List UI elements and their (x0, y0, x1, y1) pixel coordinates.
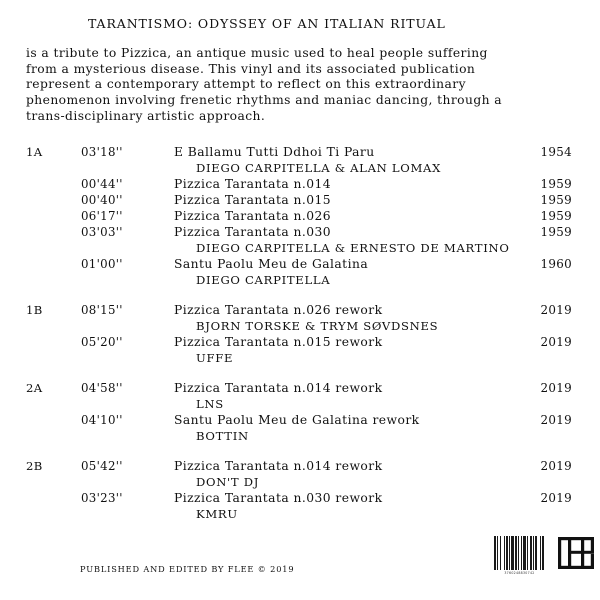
track-title: Pizzica Tarantata n.014 rework (174, 459, 383, 473)
track-title: Pizzica Tarantata n.030 rework (174, 491, 383, 505)
side-label: 1A (26, 145, 43, 159)
track-duration: 00'44'' (81, 177, 123, 191)
track-artist: LNS (196, 397, 224, 411)
track-title: Santu Paolu Meu de Galatina (174, 257, 369, 271)
track-credit-row (0, 507, 600, 523)
barcode-bar (544, 536, 545, 570)
track-credit-row (0, 319, 600, 335)
track-title: Pizzica Tarantata n.014 rework (174, 381, 383, 395)
track-row[interactable] (0, 225, 600, 241)
track-artist: DIEGO CARPITELLA & ALAN LOMAX (196, 161, 442, 175)
side-label: 2A (26, 381, 43, 395)
intro-line: trans-disciplinary artistic approach. (26, 108, 266, 123)
side-label: 1B (26, 303, 43, 317)
track-title: Pizzica Tarantata n.026 (174, 209, 332, 223)
track-duration: 08'15'' (81, 303, 123, 317)
track-year: 2019 (540, 459, 572, 473)
track-title: Santu Paolu Meu de Galatina rework (174, 413, 420, 427)
footer-credit: PUBLISHED AND EDITED BY FLEE © 2019 (80, 564, 295, 574)
track-artist: BOTTIN (196, 429, 249, 443)
track-row[interactable] (0, 209, 600, 225)
track-credit-row (0, 351, 600, 367)
track-year: 2019 (540, 413, 572, 427)
intro-line: represent a contemporary attempt to reflect on this extraordinary (26, 77, 466, 92)
track-title: Pizzica Tarantata n.015 rework (174, 335, 383, 349)
side-block-2a (0, 381, 600, 445)
track-title: Pizzica Tarantata n.015 (174, 193, 332, 207)
barcode-bars (494, 536, 545, 570)
track-year: 1959 (540, 193, 572, 207)
track-duration: 04'58'' (81, 381, 123, 395)
track-credit-row (0, 161, 600, 177)
side-label: 2B (26, 459, 43, 473)
track-credit-row (0, 429, 600, 445)
footer-marks (494, 536, 595, 575)
track-year: 1959 (540, 225, 572, 239)
track-credit-row (0, 397, 600, 413)
track-row[interactable] (0, 335, 600, 351)
page-title: TARANTISMO: ODYSSEY OF AN ITALIAN RITUAL (88, 16, 446, 31)
track-duration: 03'23'' (81, 491, 123, 505)
track-row[interactable] (0, 257, 600, 273)
track-year: 1960 (540, 257, 572, 271)
track-row[interactable] (0, 303, 600, 319)
track-row[interactable] (0, 491, 600, 507)
track-row[interactable] (0, 177, 600, 193)
track-title: Pizzica Tarantata n.014 (174, 177, 332, 191)
track-year: 1954 (540, 145, 572, 159)
track-duration: 05'20'' (81, 335, 123, 349)
track-credit-row (0, 273, 600, 289)
track-year: 1959 (540, 209, 572, 223)
track-title: E Ballamu Tutti Ddhoi Ti Paru (174, 145, 375, 159)
track-year: 1959 (540, 177, 572, 191)
tracklist (0, 145, 600, 523)
track-title: Pizzica Tarantata n.030 (174, 225, 332, 239)
track-duration: 03'18'' (81, 145, 123, 159)
track-year: 2019 (540, 335, 572, 349)
track-duration: 05'42'' (81, 459, 123, 473)
flee-logo-icon (557, 536, 595, 570)
side-block-2b (0, 459, 600, 523)
track-year: 2019 (540, 303, 572, 317)
track-duration: 01'00'' (81, 257, 123, 271)
track-year: 2019 (540, 491, 572, 505)
side-block-1b (0, 303, 600, 367)
track-row[interactable] (0, 381, 600, 397)
track-row[interactable] (0, 413, 600, 429)
barcode (494, 536, 545, 575)
track-artist: DIEGO CARPITELLA & ERNESTO DE MARTINO (196, 241, 510, 255)
track-artist: DON'T DJ (196, 475, 260, 489)
track-row[interactable] (0, 193, 600, 209)
track-artist: UFFE (196, 351, 234, 365)
intro-line: phenomenon involving frenetic rhythms and maniac dancing, through a (26, 93, 503, 108)
track-duration: 04'10'' (81, 413, 123, 427)
track-year: 2019 (540, 381, 572, 395)
track-duration: 00'40'' (81, 193, 123, 207)
track-artist: KMRU (196, 507, 238, 521)
track-artist: DIEGO CARPITELLA (196, 273, 331, 287)
side-block-1a (0, 145, 600, 289)
track-credit-row (0, 241, 600, 257)
barcode-digits: 3760248830742 (504, 571, 535, 575)
intro-paragraph (26, 46, 574, 125)
track-row[interactable] (0, 145, 600, 161)
intro-line: from a mysterious disease. This vinyl and its associated publication (26, 61, 476, 76)
intro-line: is a tribute to Pizzica, an antique music used to heal people suffering (26, 46, 488, 60)
track-duration: 06'17'' (81, 209, 123, 223)
track-row[interactable] (0, 459, 600, 475)
track-title: Pizzica Tarantata n.026 rework (174, 303, 383, 317)
track-artist: BJORN TORSKE & TRYM SØVDSNES (196, 319, 439, 333)
track-credit-row (0, 475, 600, 491)
track-duration: 03'03'' (81, 225, 123, 239)
